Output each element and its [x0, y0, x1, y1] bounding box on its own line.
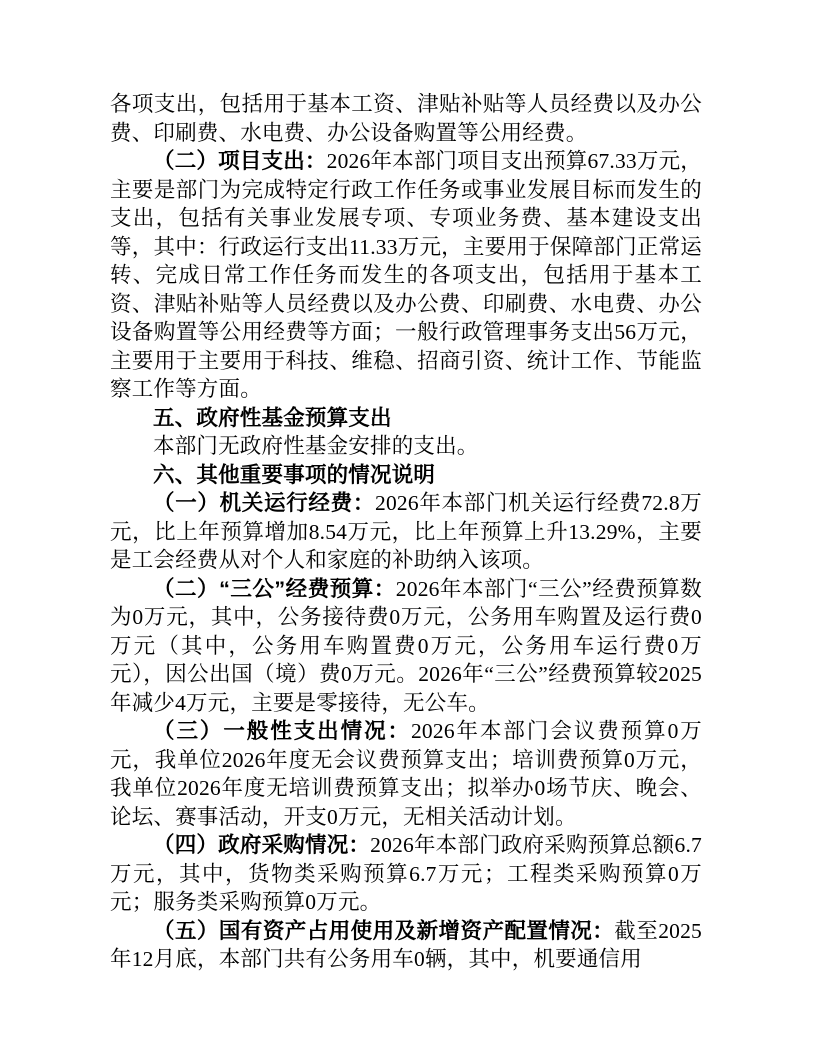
- paragraph-three-public-expenses: [110, 575, 702, 718]
- section-heading-other-important-matters: 六、其他重要事项的情况说明: [153, 462, 436, 487]
- paragraph-text: 2026年本部门“三公”经费预算数为0万元，其中，公务接待费0万元，公务用车购置及运行费0万元（其中，公务用车购置费0万元，公务用车运行费0万元），因公出国（境）费0万元。2026年“三公”经费预算较2025年减少4万元，主要是零接待，无公车。: [110, 576, 702, 715]
- paragraph-label: （二）“三公”经费预算：: [153, 576, 396, 601]
- paragraph-gov-fund-note: [110, 432, 702, 461]
- paragraph-text: 本部门无政府性基金安排的支出。: [153, 434, 479, 458]
- paragraph-project-expenditure: [110, 147, 702, 404]
- paragraph-state-owned-assets: [110, 917, 702, 974]
- paragraph-government-procurement: [110, 831, 702, 917]
- paragraph-general-expenditure: [110, 717, 702, 831]
- paragraph-label: （五）国有资产占用使用及新增资产配置情况：: [153, 918, 615, 943]
- document-content: [110, 90, 702, 974]
- paragraph-label: （一）机关运行经费：: [153, 491, 376, 515]
- paragraph-text: 2026年本部门机关运行经费72.8万元，比上年预算增加8.54万元，比上年预算上升13.29%，主要是工会经费从对个人和家庭的补助纳入该项。: [110, 491, 702, 572]
- paragraph-text: 2026年本部门政府采购预算总额6.7万元，其中，货物类采购预算6.7万元；工程类采购预算0万元；服务类采购预算0万元。: [110, 833, 702, 914]
- paragraph-text: 2026年本部门会议费预算0万元，我单位2026年度无会议费预算支出；培训费预算0万元，我单位2026年度无培训费预算支出；拟举办0场节庆、晚会、论坛、赛事活动，开支0万元，无相关活动计划。: [110, 719, 702, 829]
- paragraph-agency-operating-funds: [110, 489, 702, 575]
- paragraph-text: 截至2025年12月底，本部门共有公务用车0辆，其中，机要通信用: [110, 918, 702, 971]
- paragraph-label: （四）政府采购情况：: [153, 833, 371, 857]
- paragraph-label: （二）项目支出：: [153, 149, 327, 173]
- paragraph-label: （三）一般性支出情况：: [153, 719, 411, 743]
- paragraph-text: 各项支出，包括用于基本工资、津贴补贴等人员经费以及办公费、印刷费、水电费、办公设备购置等公用经费。: [110, 92, 702, 145]
- section-heading-gov-fund-budget: 五、政府性基金预算支出: [153, 405, 392, 430]
- paragraph-text: 2026年本部门项目支出预算67.33万元，主要是部门为完成特定行政工作任务或事业发展目标而发生的支出，包括有关事业发展专项、专项业务费、基本建设支出等，其中：行政运行支出11.33万元，主要用于保障部门正常运转、完成日常工作任务而发生的各项支出，包括用于基本工资、津贴补贴等人员经费以及办公费、印刷费、水电费、办公设备购置等公用经费等方面；一般行政管理事务支出56万元，主要用于主要用于科技、维稳、招商引资、统计工作、节能监察工作等方面。: [110, 149, 702, 401]
- paragraph-continuation: [110, 90, 702, 147]
